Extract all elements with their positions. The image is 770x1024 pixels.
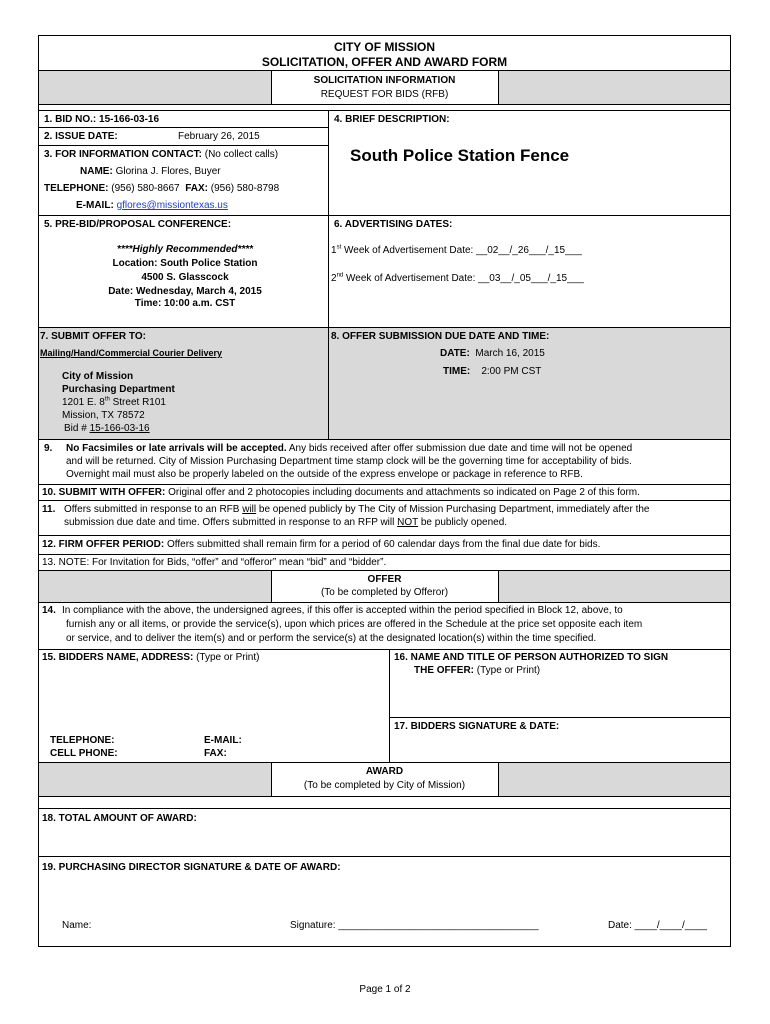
email-link[interactable]: gflores@missiontexas.us bbox=[116, 200, 228, 211]
advertising-week2 bbox=[331, 273, 584, 285]
offer-title: OFFER bbox=[367, 574, 402, 585]
offer-subtitle: (To be completed by Offeror) bbox=[320, 587, 449, 598]
brief-description-label: 4. BRIEF DESCRIPTION: bbox=[334, 114, 450, 125]
horizontal-rule bbox=[38, 484, 731, 485]
block9-line2: and will be returned. City of Mission Purchasing Department time stamp clock will be the governing time for acceptability of bids. bbox=[66, 456, 632, 467]
total-award-label: 18. TOTAL AMOUNT OF AWARD: bbox=[42, 813, 197, 824]
horizontal-rule bbox=[38, 104, 731, 105]
prebid-address: 4500 S. Glasscock bbox=[141, 272, 229, 283]
horizontal-rule bbox=[38, 602, 731, 603]
text-fragment: Offers submitted shall remain firm for a period of 60 calendar days from the final due date for bids. bbox=[164, 539, 601, 550]
due-date bbox=[440, 348, 545, 360]
block14-line2: furnish any or all items, or provide the service(s), upon which prices are offered in the Schedule at the price set opposite each item bbox=[66, 619, 643, 630]
fax-value: (956) 580-8798 bbox=[210, 183, 280, 194]
text-fragment: 2:00 PM CST bbox=[481, 366, 542, 377]
block9-number: 9. bbox=[44, 443, 53, 454]
horizontal-rule bbox=[38, 110, 731, 111]
due-date-label: 8. OFFER SUBMISSION DUE DATE AND TIME: bbox=[331, 331, 550, 342]
block8-shade bbox=[329, 328, 730, 439]
text-fragment: No Facsimiles or late arrivals will be accepted. bbox=[66, 443, 287, 454]
horizontal-rule bbox=[38, 145, 328, 146]
block9-line3: Overnight mail must also be properly labeled on the outside of the express envelope or package in reference to RFB. bbox=[66, 469, 583, 480]
bid-no-label: 1. BID NO.: bbox=[44, 114, 97, 125]
director-name-label: Name: bbox=[62, 920, 92, 931]
text-fragment: Week of Advertisement Date: __02__/_26___/_15___ bbox=[341, 245, 582, 256]
text-fragment: (Type or Print) bbox=[474, 665, 541, 676]
vertical-rule bbox=[328, 110, 329, 439]
vertical-rule bbox=[498, 70, 499, 104]
section-title: SOLICITATION INFORMATION bbox=[313, 75, 456, 86]
horizontal-rule bbox=[38, 327, 731, 328]
text-fragment: 10. SUBMIT WITH OFFER: bbox=[42, 487, 166, 498]
issue-date-value: February 26, 2015 bbox=[178, 131, 260, 142]
prebid-location: Location: South Police Station bbox=[112, 258, 258, 269]
bidder-name-heading bbox=[42, 652, 259, 664]
contact-phone-fax bbox=[44, 183, 279, 195]
block14-line3: or service, and to deliver the item(s) and or perform the service(s) at the designated location(s) within the time specified. bbox=[66, 633, 597, 644]
offer-shade-right bbox=[498, 571, 730, 602]
horizontal-rule bbox=[38, 570, 731, 571]
block14-number: 14. bbox=[42, 605, 56, 616]
bidder-email-label: E-MAIL: bbox=[204, 735, 242, 746]
block11-line2 bbox=[64, 517, 507, 529]
block12 bbox=[42, 539, 600, 551]
text-fragment: Original offer and 2 photocopies including documents and attachments so indicated on Page 2 of this form. bbox=[165, 487, 640, 498]
submit-offer-label: 7. SUBMIT OFFER TO: bbox=[40, 331, 146, 342]
horizontal-rule bbox=[38, 649, 731, 650]
text-fragment: Offers submitted in response to an RFB bbox=[64, 504, 243, 515]
header-shade-left bbox=[39, 70, 271, 104]
form-title: SOLICITATION, OFFER AND AWARD FORM bbox=[261, 55, 508, 69]
block11-number: 11. bbox=[42, 504, 56, 515]
section-subtitle: REQUEST FOR BIDS (RFB) bbox=[320, 89, 449, 100]
text-fragment: NOT bbox=[397, 517, 419, 528]
org-name: CITY OF MISSION bbox=[333, 40, 436, 54]
award-subtitle: (To be completed by City of Mission) bbox=[303, 780, 466, 791]
text-fragment: THE OFFER: bbox=[414, 665, 474, 676]
prebid-recommended: ****Highly Recommended**** bbox=[116, 244, 254, 255]
text-fragment: be opened publicly by The City of Mission Purchasing Department, immediately after the bbox=[256, 504, 650, 515]
horizontal-rule bbox=[38, 796, 731, 797]
text-fragment: Any bids received after offer submission due date and time will not be opened bbox=[286, 443, 633, 454]
horizontal-rule bbox=[38, 762, 731, 763]
offer-shade-left bbox=[39, 571, 271, 602]
text-fragment: 15-166-03-16 bbox=[89, 423, 150, 434]
bidder-cellphone-label: CELL PHONE: bbox=[50, 748, 118, 759]
text-fragment: (Type or Print) bbox=[193, 652, 260, 663]
ordinal-suffix: th bbox=[104, 396, 110, 403]
horizontal-rule bbox=[38, 70, 731, 71]
text-fragment: Week of Advertisement Date: __03__/_05___/_15___ bbox=[343, 273, 584, 284]
text-fragment: 2 bbox=[331, 273, 337, 284]
delivery-method: Mailing/Hand/Commercial Courier Delivery bbox=[40, 348, 223, 358]
horizontal-rule bbox=[389, 717, 731, 718]
prebid-label: 5. PRE-BID/PROPOSAL CONFERENCE: bbox=[44, 219, 232, 230]
block11-line1 bbox=[64, 504, 649, 516]
fax-label: FAX: bbox=[185, 183, 208, 194]
bidder-telephone-label: TELEPHONE: bbox=[50, 735, 115, 746]
block10 bbox=[42, 487, 640, 499]
issue-date-label: 2. ISSUE DATE: bbox=[44, 131, 118, 142]
page-number: Page 1 of 2 bbox=[359, 984, 411, 995]
submit-citystate: Mission, TX 78572 bbox=[62, 410, 145, 421]
block14-line1: In compliance with the above, the undersigned agrees, if this offer is accepted within the period specified in Block 12, above, to bbox=[62, 605, 623, 616]
text-fragment: be publicly opened. bbox=[418, 517, 508, 528]
text-fragment: will bbox=[242, 504, 257, 515]
horizontal-rule bbox=[38, 215, 731, 216]
contact-label: 3. FOR INFORMATION CONTACT: bbox=[44, 149, 202, 160]
advertising-week1 bbox=[331, 245, 582, 257]
submit-city: City of Mission bbox=[62, 371, 134, 382]
vertical-rule bbox=[498, 762, 499, 796]
contact-heading bbox=[44, 149, 278, 161]
award-title: AWARD bbox=[365, 766, 404, 777]
contact-note: (No collect calls) bbox=[204, 149, 279, 160]
horizontal-rule bbox=[38, 856, 731, 857]
horizontal-rule bbox=[38, 535, 731, 536]
vertical-rule bbox=[498, 570, 499, 602]
contact-email bbox=[76, 200, 228, 212]
header-shade-right bbox=[498, 70, 730, 104]
bidder-fax-label: FAX: bbox=[204, 748, 227, 759]
horizontal-rule bbox=[38, 554, 731, 555]
prebid-time: Time: 10:00 a.m. CST bbox=[134, 298, 236, 309]
authorized-signer-label2 bbox=[414, 665, 540, 677]
bid-no bbox=[44, 114, 159, 126]
submit-bid-number bbox=[64, 423, 150, 435]
contact-name bbox=[80, 166, 221, 178]
horizontal-rule bbox=[38, 500, 731, 501]
email-label: E-MAIL: bbox=[76, 200, 114, 211]
award-shade-left bbox=[39, 763, 271, 796]
horizontal-rule bbox=[38, 439, 731, 440]
vertical-rule bbox=[389, 649, 390, 762]
due-time bbox=[443, 366, 541, 378]
director-signature-label: 19. PURCHASING DIRECTOR SIGNATURE & DATE OF AWARD: bbox=[42, 862, 341, 873]
advertising-label: 6. ADVERTISING DATES: bbox=[334, 219, 453, 230]
text-fragment: 12. FIRM OFFER PERIOD: bbox=[42, 539, 165, 550]
text-fragment: 15. BIDDERS NAME, ADDRESS: bbox=[42, 652, 194, 663]
text-fragment: Bid # bbox=[64, 423, 90, 434]
director-signature-line: Signature: ____________________________________ bbox=[290, 920, 539, 931]
telephone-label: TELEPHONE: bbox=[44, 183, 109, 194]
contact-name-label: NAME: bbox=[80, 166, 113, 177]
horizontal-rule bbox=[38, 808, 731, 809]
submit-street bbox=[62, 397, 166, 409]
text-fragment: submission due date and time. Offers submitted in response to an RFP will bbox=[64, 517, 398, 528]
bid-no-value: 15-166-03-16 bbox=[99, 114, 160, 125]
text-fragment: 1201 E. 8 bbox=[62, 397, 105, 408]
prebid-date: Date: Wednesday, March 4, 2015 bbox=[108, 286, 262, 297]
submit-dept: Purchasing Department bbox=[62, 384, 175, 395]
ordinal-suffix: st bbox=[336, 244, 342, 251]
text-fragment: TIME: bbox=[443, 366, 471, 377]
text-fragment: 1 bbox=[331, 245, 337, 256]
brief-description-value: South Police Station Fence bbox=[350, 146, 570, 165]
award-date-line: Date: ____/____/____ bbox=[608, 920, 707, 931]
text-fragment: March 16, 2015 bbox=[475, 348, 545, 359]
block9-line1 bbox=[66, 443, 632, 455]
award-shade-right bbox=[498, 763, 730, 796]
bidder-signature-label: 17. BIDDERS SIGNATURE & DATE: bbox=[394, 721, 560, 732]
authorized-signer-label: 16. NAME AND TITLE OF PERSON AUTHORIZED TO SIGN bbox=[394, 652, 669, 663]
horizontal-rule bbox=[38, 127, 328, 128]
ordinal-suffix: nd bbox=[336, 272, 344, 279]
text-fragment: DATE: bbox=[440, 348, 470, 359]
text-fragment: Street R101 bbox=[109, 397, 166, 408]
block13: 13. NOTE: For Invitation for Bids, “offer” and “offeror” mean “bid” and “bidder”. bbox=[42, 557, 387, 568]
contact-name-value: Glorina J. Flores, Buyer bbox=[115, 166, 221, 177]
telephone-value: (956) 580-8667 bbox=[111, 183, 180, 194]
